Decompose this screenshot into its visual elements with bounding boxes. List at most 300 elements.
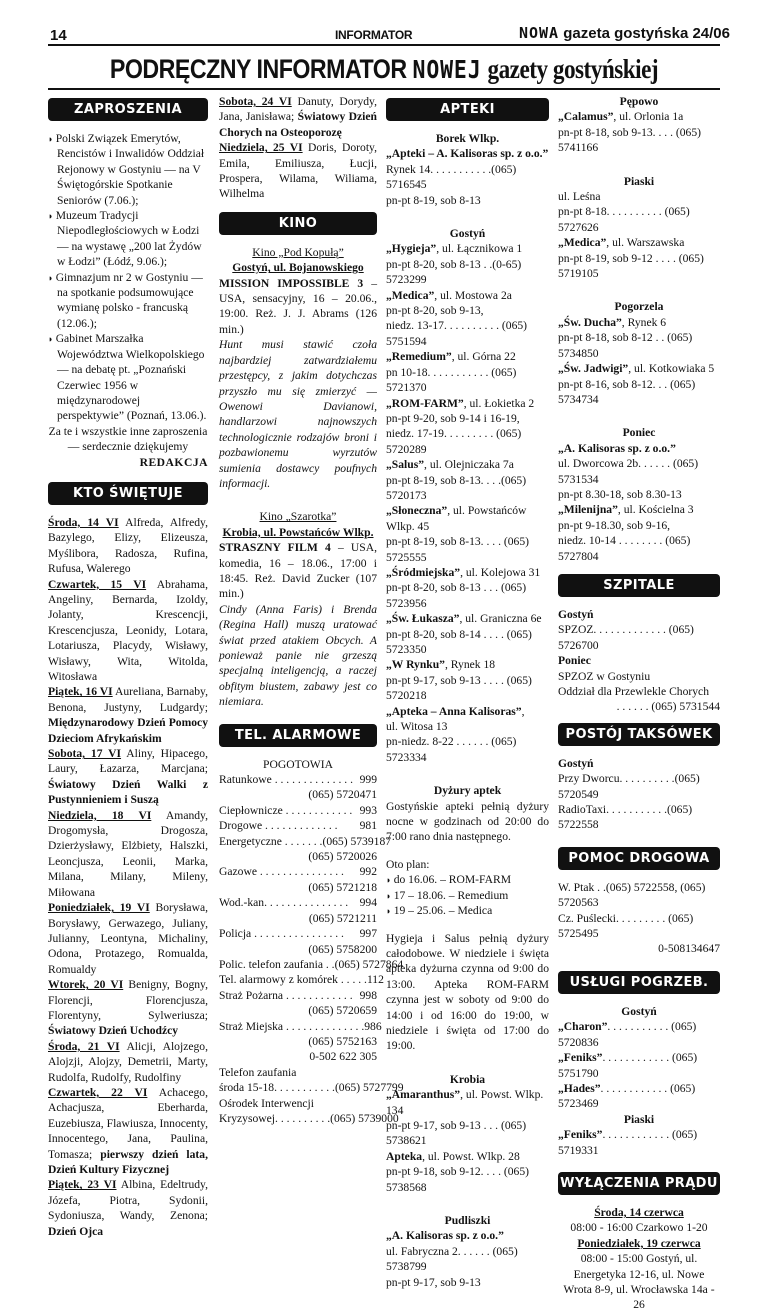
pharmacy-name: „Salus” [386, 458, 425, 472]
hospital-line: . . . . . . (065) 5731544 [616, 700, 720, 714]
leader-dots: . . . . . . . . . . . . [283, 988, 353, 1002]
pharmacy-line [386, 365, 549, 396]
nameday-entry [48, 684, 208, 746]
film-description: Cindy (Anna Faris) i Brenda (Regina Hall) muszą uratować świat przed atakiem Obcych. A ponieważ panie nie grzeszą specjalną inteligencją, a raczej obfitym biustem, zabawy jest co niemiara. [219, 602, 377, 709]
nameday-entry [48, 746, 208, 808]
nameday-extra: Światowy Dzień Uchodźcy [48, 1024, 179, 1038]
duty-plan-item: ◗ do 16.06. – ROM-FARM [386, 872, 549, 887]
pharmacy-line [386, 734, 549, 765]
emergency-service: Straż Pożarna [219, 988, 284, 1002]
pharmacy-detail: pn-pt 9-17, sob 9-13 [386, 1275, 481, 1289]
nameday-entry [48, 1177, 208, 1239]
emergency-list [219, 772, 404, 1126]
duty-header: Dyżury aptek [433, 784, 502, 798]
nameday-day: Piątek, 23 VI [48, 1178, 117, 1192]
pharmacy-line [558, 330, 720, 361]
pharmacy-list-pogorzela [558, 315, 720, 407]
pharmacy-name: „Apteka – Anna Kalisoras” [386, 704, 522, 718]
emergency-label [219, 834, 322, 849]
emergency-label [219, 926, 344, 941]
nameday-day: Wtorek, 20 VI [48, 978, 124, 992]
hospital-line: SPZOZ w Gostyniu [558, 669, 651, 683]
title-brand: NOWEJ [412, 55, 482, 84]
title-part3: gazety gostyńskiej [487, 54, 659, 84]
film-description: Hunt musi stawić czoła najbardziej zatwardziałemu przestępcy, z jakim dotychczas przyszło mu się zmierzyć — Owenowi Davianowi, handlarzowi najnowszych technologicznie rodzajów broni i pozbawionemu wyrzutów sumienia dostawcy poufnych informacji. [219, 338, 377, 490]
pharmacy-detail: niedz. 13-17. . . . . . . . . . (065) 5751594 [386, 319, 528, 348]
pharmacy-detail: , ul. Kościelna 3 [617, 503, 694, 517]
pharmacy-line [386, 580, 549, 611]
emergency-row [219, 787, 377, 802]
leader-dots: . . . . . . . . . . . . [282, 803, 353, 817]
emergency-service: Drogowe [219, 819, 263, 833]
pharmacy-name: „ROM-FARM” [386, 396, 464, 410]
pharmacy-detail: , ul. Graniczna 6e [459, 612, 542, 626]
nameday-day: Sobota, 24 VI [219, 95, 292, 108]
outage-day: Poniedziałek, 19 czerwca [577, 1236, 701, 1250]
emergency-row [219, 1080, 404, 1095]
leader-dots: . . . . . [337, 973, 367, 987]
emergency-service: środa 15-18 [219, 1081, 275, 1095]
pharmacy-detail: pn-pt 8-20, sob 9-13, [386, 304, 484, 318]
issue-label [519, 24, 730, 44]
pharmacy-list-piaski [558, 189, 720, 281]
nameday-entry [48, 900, 208, 977]
pharmacy-line [558, 456, 720, 487]
funeral-line [558, 1127, 720, 1158]
emergency-number: (065) 5727799 [334, 1081, 404, 1095]
pharmacy-name: „Remedium” [386, 350, 452, 364]
town-header: Gostyń [449, 227, 486, 241]
roadside-line: Cz. Puślecki. . . . . . . . . (065) 5725495 [558, 911, 694, 941]
column-3 [386, 94, 549, 1290]
nameday-list [48, 515, 208, 1239]
pharmacy-detail: , [521, 704, 525, 718]
pharmacy-detail: , ul. Olejniczaka 7a [424, 458, 514, 472]
pharmacy-line [386, 257, 549, 288]
emergency-number: (065) 5727864 [334, 957, 404, 971]
pharmacy-detail: pn-pt 8-20, sob 8-13 . .(0-65) 5723299 [386, 257, 522, 287]
nameday-day: Czwartek, 22 VI [48, 1085, 148, 1099]
funeral-name: „Feniks” [558, 1128, 603, 1142]
pharmacy-name: „Calamus” [558, 110, 614, 124]
nameday-names: Alfreda, Alfredy, Bazylego, Elizy, Elizeusza, Myślibora, Radosza, Rufina, Rufusa, Walerego [48, 515, 208, 576]
emergency-number: 981 [359, 819, 377, 833]
film-title: STRASZNY FILM 4 [219, 541, 331, 555]
pharmacy-detail: , ul. Warszawska [606, 236, 685, 250]
pharmacy-line [386, 1164, 549, 1195]
pharmacy-name: Apteka [386, 1149, 423, 1163]
emergency-row [219, 895, 377, 910]
nameday-day: Piątek, 16 VI [48, 685, 113, 699]
nameday-names: Aureliana, Barnaby, Benona, Justyny, Ludgardy; [48, 685, 208, 714]
nameday-names: Danuty, Dorydy, Jana, Janisława; [219, 95, 377, 124]
town-header: Pogorzela [614, 300, 664, 314]
nameday-day: Środa, 21 VI [48, 1039, 120, 1053]
emergency-number: 992 [359, 865, 377, 879]
column-4 [558, 94, 720, 1313]
pharmacy-name: „Amaranthus” [386, 1088, 461, 1102]
pharmacy-list-pepowo [558, 109, 720, 155]
invitation-item: ◗ Muzeum Tradycji Niepodległościowych w Łodzi — na wystawę „200 lat Żydów w Łodzi” (Łódź, 9.06.); [48, 208, 208, 270]
emergency-label [219, 895, 348, 910]
pharmacy-line [386, 241, 549, 256]
emergency-number: (065) 5758200 [308, 942, 377, 956]
pharmacy-line [386, 1149, 549, 1164]
town-header: Gostyń [621, 1004, 657, 1018]
emergency-row [219, 1096, 377, 1111]
pharmacy-line [386, 1087, 549, 1118]
emergency-service: Kryzysowej [219, 1111, 276, 1125]
column-1 [48, 94, 208, 1239]
pharmacy-detail: niedz. 17-19. . . . . . . . . (065) 5720289 [386, 427, 522, 456]
pharmacy-line [558, 377, 720, 408]
invitation-item: ◗ Polski Związek Emerytów, Rencistów i Inwalidów Oddział Rejonowy w Gostyniu — na V Świętogórskie Spotkanie Seniorów (7.06.); [48, 131, 208, 208]
pharmacy-line [386, 1275, 549, 1290]
column-2 [219, 94, 404, 1126]
emergency-service: Ratunkowe [219, 773, 272, 787]
nameday-entry [48, 577, 208, 685]
pharmacy-list-krobia [386, 1087, 549, 1195]
nameday-extra: Światowy Dzień Walki z Pustynnieniem i Suszą [48, 777, 208, 807]
emergency-row [219, 1003, 377, 1018]
pharmacy-detail: niedz. 10-14 . . . . . . . . (065) 5727804 [558, 534, 691, 563]
emergency-label [219, 864, 344, 879]
title-part1: PODRĘCZNY INFORMATOR [109, 54, 407, 84]
cinema-address: Krobia, ul. Powstańców Wlkp. [222, 525, 374, 539]
emergency-label [219, 957, 335, 972]
pharmacy-detail: pn-pt 8-20, sob 8-13 . . . (065) 5723956 [386, 581, 527, 610]
pharmacy-detail: , Rynek 18 [444, 658, 496, 672]
town-header: Pępowo [619, 95, 659, 108]
emergency-row [219, 911, 377, 926]
emergency-service: Ośrodek Interwencji [219, 1096, 314, 1110]
nameday-names: Borysława, Borysławy, Gerwazego, Juliany, Julianny, Leontyna, Michaliny, Odona, Protazego, Romualda, Romualdy [48, 901, 208, 976]
emergency-row [219, 957, 404, 972]
film-entry [219, 540, 377, 602]
pharmacy-line [386, 704, 549, 719]
pharmacy-detail: ul. Dworcowa 2b. . . . . . (065) 5731534 [558, 457, 699, 486]
pharmacy-detail: pn-pt 8-20, sob 8-14 . . . . (065) 5723350 [386, 627, 532, 656]
emergency-row [219, 772, 377, 787]
pharmacy-name: „Śródmiejska” [386, 565, 461, 579]
nameday-day: Niedziela, 18 VI [48, 808, 152, 822]
pharmacy-name: „Medica” [386, 288, 435, 302]
emergency-number: 998 [359, 988, 377, 1002]
title-rule [48, 88, 720, 90]
invitation-item: ◗ Gabinet Marszałka Województwa Wielkopolskiego — na debatę pt. „Poznański Czerwiec 1956 w międzynarodowej perspektywie” (Poznań, 13.06.). [48, 331, 208, 423]
hospital-line: SPZOZ. . . . . . . . . . . . . (065) 5726700 [558, 623, 694, 652]
nameday-names: Achacego, Achacjusza, Eberharda, Euzebiusza, Flawiusza, Innocenty, Innocentego, Jana, Paulina, Tomasza; [48, 1085, 208, 1161]
nameday-entry [48, 515, 208, 577]
emergency-row [219, 926, 377, 941]
town-header: Gostyń [558, 756, 594, 770]
emergency-service: Energetyczne [219, 834, 282, 848]
pharmacy-detail: , ul. Powstańców Wlkp. 45 [386, 504, 527, 533]
leader-dots: . . . . . . . . . . [275, 1111, 331, 1125]
film-entry [219, 276, 377, 338]
emergency-row [219, 1065, 377, 1080]
leader-dots: . . . . . . . . . . . . . . . . [251, 927, 344, 941]
pharmacy-detail: , ul. Mostowa 2a [434, 288, 512, 302]
pharmacy-line [558, 533, 720, 564]
pharmacy-detail: , ul. Orlonia 1a [613, 110, 684, 124]
pharmacy-detail: pn-pt 8.30-18, sob 8.30-13 [558, 487, 682, 501]
pharmacy-line [386, 303, 549, 318]
emergency-row [219, 1111, 399, 1126]
nameday-names: Abrahama, Angeliny, Bernarda, Izoldy, Jolanty, Krescencji, Krescencjusza, Leonidy, Lotara, Lotariusza, Placydy, Wisławy, Wisławy, Wita, Witolda, Witosława [48, 577, 208, 683]
cinema-name: Kino „Szarotka” [259, 510, 337, 524]
pharmacy-detail: , ul. Powst. Wlkp. 134 [386, 1088, 544, 1117]
film-info: – USA, komedia, 16 – 18.06., 17:00 i 18:45. Reż. David Zucker (107 min.) [219, 541, 377, 601]
funeral-phone: . . . . . . . . . . . . (065) 5719331 [558, 1128, 698, 1157]
emergency-service: Ciepłownicze [219, 803, 283, 817]
nameday-names: Albina, Edeltrudy, Józefa, Piotra, Sydonii, Sydoniusza, Wandy, Zenona; [48, 1178, 208, 1223]
emergency-service: Gazowe [219, 865, 257, 879]
duty-text: Gostyńskie apteki pełnią dyżury nocne w godzinach od 20:00 do 7:00 rano dnia następnego. [386, 799, 549, 844]
page-number: 14 [50, 27, 67, 44]
pharmacy-line [558, 315, 720, 330]
funeral-list [558, 1019, 720, 1111]
pharmacy-line [386, 719, 549, 734]
pharmacy-detail: , ul. Łokietka 2 [463, 396, 535, 410]
nameday-extra: Dzień Ojca [48, 1224, 104, 1238]
emergency-service: Policja [219, 927, 252, 941]
pharmacy-line [386, 426, 549, 457]
emergency-row [219, 880, 377, 895]
pharmacy-name: „Hades” [558, 1081, 601, 1095]
issue-text: gazeta gostyńska 24/06 [563, 25, 730, 42]
invitation-thanks: Za te i wszystkie inne zaproszenia — serdecznie dziękujemy [48, 424, 208, 454]
pharmacy-line [558, 1050, 720, 1081]
pharmacy-list-pudliszki [386, 1228, 549, 1290]
pharmacy-name: „Św. Łukasza” [386, 612, 460, 626]
duty-note: Hygieja i Salus pełnią dyżury całodobowe. W niedziele i święta apteka dyżurna czynna od 9:00 do 13:00. Apteka ROM-FARM czynna jest w soboty od 9:00 do 14:00 i od 16:00 do 19:00, w niedziele i święta od 17:00 do 19:00. [386, 931, 549, 1053]
emergency-row [219, 803, 377, 818]
leader-dots: . . . . . . . . . . . . . . [283, 1019, 365, 1033]
emergency-label [219, 1019, 364, 1034]
emergency-row [219, 972, 384, 987]
pharmacy-detail: pn-niedz. 8-22 . . . . . . (065) 5723334 [386, 735, 517, 764]
pharmacy-detail: , ul. Kolejowa 31 [460, 565, 541, 579]
town-header: Krobia [449, 1072, 486, 1086]
pharmacy-detail: pn-pt 9-17, sob 9-13 . . . (065) 5738621 [386, 1118, 527, 1148]
town-header: Poniec [558, 654, 591, 668]
pharmacy-list-gostyn [386, 241, 549, 765]
leader-dots: . . . . . . . . . . . . . [262, 819, 338, 833]
pharmacy-detail: pn-pt 8-19, sob 8-13. . . .(065) 5720173 [386, 473, 527, 502]
nameday-names: Alicji, Alojzego, Alojzji, Alojzy, Demetrii, Marty, Rudolfa, Rudolfy, Rudolfiny [48, 1039, 208, 1084]
emergency-number: 999 [359, 773, 377, 787]
pharmacy-line [386, 411, 549, 426]
film-title: MISSION IMPOSSIBLE 3 [219, 276, 364, 290]
leader-dots: . . . . . . . . . . . . . . . [256, 865, 344, 879]
cinema-name: Kino „Pod Kopułą” [252, 245, 344, 259]
pharmacy-detail: pn-pt 8-16, sob 8-12. . . (065) 5734734 [558, 377, 696, 406]
pharmacy-line [558, 251, 720, 282]
pharmacy-line [558, 204, 720, 235]
pharmacy-detail: . . . . . . . . . . . . (065) 5723469 [558, 1081, 696, 1111]
nameday-entry [219, 140, 377, 202]
nameday-day: Niedziela, 25 VI [219, 141, 303, 155]
section-name: INFORMATOR [335, 28, 413, 42]
pharmacy-detail: . . . . . . . . . . . . (065) 5751790 [558, 1051, 698, 1080]
pharmacy-detail: ul. Leśna [558, 190, 601, 204]
emergency-row [219, 1034, 377, 1049]
pharmacy-line [386, 1228, 549, 1243]
leader-dots: . . [322, 957, 335, 971]
hospital-line: Oddział dla Przewlekle Chorych [558, 685, 709, 698]
pharmacy-detail: pn-pt 8-19, sob 9-12 . . . . (065) 5719105 [558, 251, 704, 281]
pharmacy-line [558, 125, 720, 156]
pharmacy-line [558, 235, 720, 250]
pharmacy-detail: , ul. Kotkowiaka 5 [628, 362, 715, 376]
emergency-row [219, 988, 377, 1003]
emergency-number: (065) 5739187 [322, 834, 392, 848]
pharmacy-list-poniec [558, 441, 720, 564]
emergency-row [219, 1019, 382, 1034]
emergency-subtitle: POGOTOWIA [263, 757, 333, 771]
section-header-zaproszenia: ZAPROSZENIA [48, 98, 208, 121]
nameday-day: Sobota, 17 VI [48, 747, 122, 761]
nameday-extra: Międzynarodowy Dzień Pomocy Dzieciom Afrykańskim [48, 716, 208, 745]
emergency-label [219, 1096, 314, 1111]
nameday-names: Benigny, Bogny, Florencji, Florencjusza, Florentyny, Sylweriusza; [48, 978, 208, 1022]
section-header-pomoc: POMOC DROGOWA [558, 847, 720, 870]
pharmacy-detail: ul. Witosa 13 [386, 720, 448, 734]
section-header-wylaczenia: WYŁĄCZENIA PRĄDU [558, 1172, 720, 1195]
pharmacy-name: „Św. Ducha” [558, 315, 622, 329]
nameday-names: Amandy, Drogomysła, Drogosza, Dzierżysławy, Elżbiety, Halszki, Leoncjusza, Leonii, Marka, Milana, Milany, Mileny, Miłowana [48, 808, 208, 899]
pharmacy-line [558, 518, 720, 533]
issue-brand: NOWA [518, 24, 560, 42]
emergency-label [219, 1065, 296, 1080]
emergency-number: 993 [359, 803, 377, 817]
pharmacy-line [558, 109, 720, 124]
leader-dots: . . . . . . . . . . . [274, 1081, 335, 1095]
pharmacy-line [558, 441, 720, 456]
duty-plan-item: ◗ 19 – 25.06. – Medica [386, 903, 549, 918]
outage-day: Środa, 14 czerwca [594, 1205, 684, 1219]
pharmacy-line [386, 534, 549, 565]
emergency-number: (065) 5721211 [308, 911, 377, 925]
nameday-names: Aliny, Hipacego, Laury, Łazarza, Marcjana; [48, 747, 208, 776]
nameday-entry [48, 1085, 208, 1177]
pharmacy-name: „A. Kalisoras sp. z o.o.” [386, 1229, 504, 1243]
pharmacy-line [386, 288, 549, 303]
town-header: Piaski [623, 174, 655, 188]
pharmacy-line [386, 503, 549, 534]
pharmacy-line [386, 657, 549, 672]
nameday-entry [219, 94, 377, 140]
pharmacy-line [386, 349, 549, 364]
emergency-label [219, 988, 353, 1003]
pharmacy-detail: , ul. Górna 22 [451, 350, 516, 364]
nameday-extra: pierwszy dzień lata, Dzień Kultury Fizycznej [48, 1147, 208, 1176]
emergency-number: 112 [366, 973, 384, 987]
pharmacy-name: „Feniks” [558, 1051, 603, 1065]
taxi-line: RadioTaxi. . . . . . . . . . .(065) 5722558 [558, 803, 693, 832]
pharmacy-detail: ul. Fabryczna 2. . . . . . (065) 5738799 [386, 1244, 518, 1274]
pharmacy-line [558, 502, 720, 517]
pharmacy-name: „Hygieja” [386, 242, 437, 256]
pharmacy-detail: pn-pt 8-18, sob 8-12 . . (065) 5734850 [558, 331, 693, 360]
pharmacy-detail: . . . . . . . . . . . (065) 5720836 [558, 1020, 697, 1049]
pharmacy-detail: , ul. Łącznikowa 1 [436, 242, 523, 256]
nameday-names: Doris, Doroty, Emila, Emiliusza, Łucji, Prospera, Wilama, Wiliama, Wilhelma [219, 141, 377, 201]
pharmacy-line [558, 487, 720, 502]
town-header: Borek Wlkp. [435, 132, 500, 145]
emergency-row [219, 818, 377, 833]
nameday-day: Czwartek, 15 VI [48, 577, 147, 591]
pharmacy-line [558, 361, 720, 376]
section-header-alarmowe: TEL. ALARMOWE [219, 724, 377, 747]
emergency-row [219, 864, 377, 879]
emergency-row [219, 834, 392, 849]
pharmacy-detail: pn-pt 9-18, sob 9-12. . . . (065) 5738568 [386, 1165, 529, 1194]
emergency-number: (065) 5720659 [308, 1004, 377, 1018]
nameday-extra: Światowy Dzień Chorych na Osteoporozę [219, 110, 377, 139]
pharmacy-name: „W Rynku” [386, 658, 445, 672]
nameday-entry [48, 1039, 208, 1085]
nameday-day: Poniedziałek, 19 VI [48, 901, 150, 915]
header-rule [48, 44, 720, 46]
emergency-number: 997 [359, 927, 377, 941]
emergency-service: Polic. telefon zaufania [219, 957, 323, 971]
pharmacy-line [386, 565, 549, 580]
section-header-swietuje: KTO ŚWIĘTUJE [48, 482, 208, 505]
emergency-number: (065) 5739000 [330, 1111, 399, 1125]
duty-plan-label: Oto plan: [386, 857, 430, 871]
emergency-service: Straż Miejska [219, 1019, 284, 1033]
section-header-apteki: APTEKI [386, 98, 549, 121]
pharmacy-name: „Apteki – A. Kalisoras sp. z o.o.” [386, 147, 549, 161]
pharmacy-name: „Charon” [558, 1020, 608, 1034]
pharmacy-line [386, 627, 549, 658]
outage-line: 08:00 - 15:00 Gostyń, ul. Energetyka 12-16, ul. Nowe Wrota 8-9, ul. Wrocławska 14a - 26 [563, 1252, 715, 1312]
pharmacy-name: „A. Kalisoras sp. z o.o.” [558, 441, 676, 455]
cinema-address: Gostyń, ul. Bojanowskiego [232, 261, 364, 275]
nameday-day: Środa, 14 VI [48, 515, 119, 529]
pharmacy-line [386, 1118, 549, 1149]
emergency-row [219, 1049, 377, 1064]
emergency-label [219, 772, 353, 787]
emergency-row [219, 849, 377, 864]
section-header-kino: KINO [219, 212, 377, 235]
pharmacy-detail: pn-pt 9-18.30, sob 9-16, [558, 518, 671, 532]
emergency-number: 986 [364, 1019, 382, 1033]
section-header-szpitale: SZPITALE [558, 574, 720, 597]
emergency-number: (065) 5720471 [308, 788, 377, 802]
emergency-number: (065) 5752163 [308, 1034, 377, 1048]
page-header [0, 0, 768, 44]
section-header-taxi: POSTÓJ TAKSÓWEK [558, 723, 720, 746]
pharmacy-detail: pn-pt 9-17, sob 9-13 . . . . (065) 5720218 [386, 673, 532, 703]
pharmacy-detail: , Rynek 6 [621, 315, 667, 329]
leader-dots: . . . . . . . [281, 834, 323, 848]
duty-plan-item: ◗ 17 – 18.06. – Remedium [386, 888, 549, 903]
pharmacy-line [386, 396, 549, 411]
emergency-number: 994 [359, 896, 377, 910]
pharmacy-name: „Milenijna” [558, 503, 618, 517]
emergency-label [219, 803, 352, 818]
emergency-service: Wod.-kan. [219, 896, 268, 910]
pharmacy-line [386, 611, 549, 626]
town-header: Poniec [622, 426, 656, 440]
pharmacy-line [386, 473, 549, 504]
emergency-number: (065) 5720026 [308, 850, 377, 864]
pharmacy-name: „Św. Jadwigi” [558, 362, 629, 376]
pharmacy-line: Rynek 14. . . . . . . . . . .(065) 5716545 [386, 162, 517, 192]
